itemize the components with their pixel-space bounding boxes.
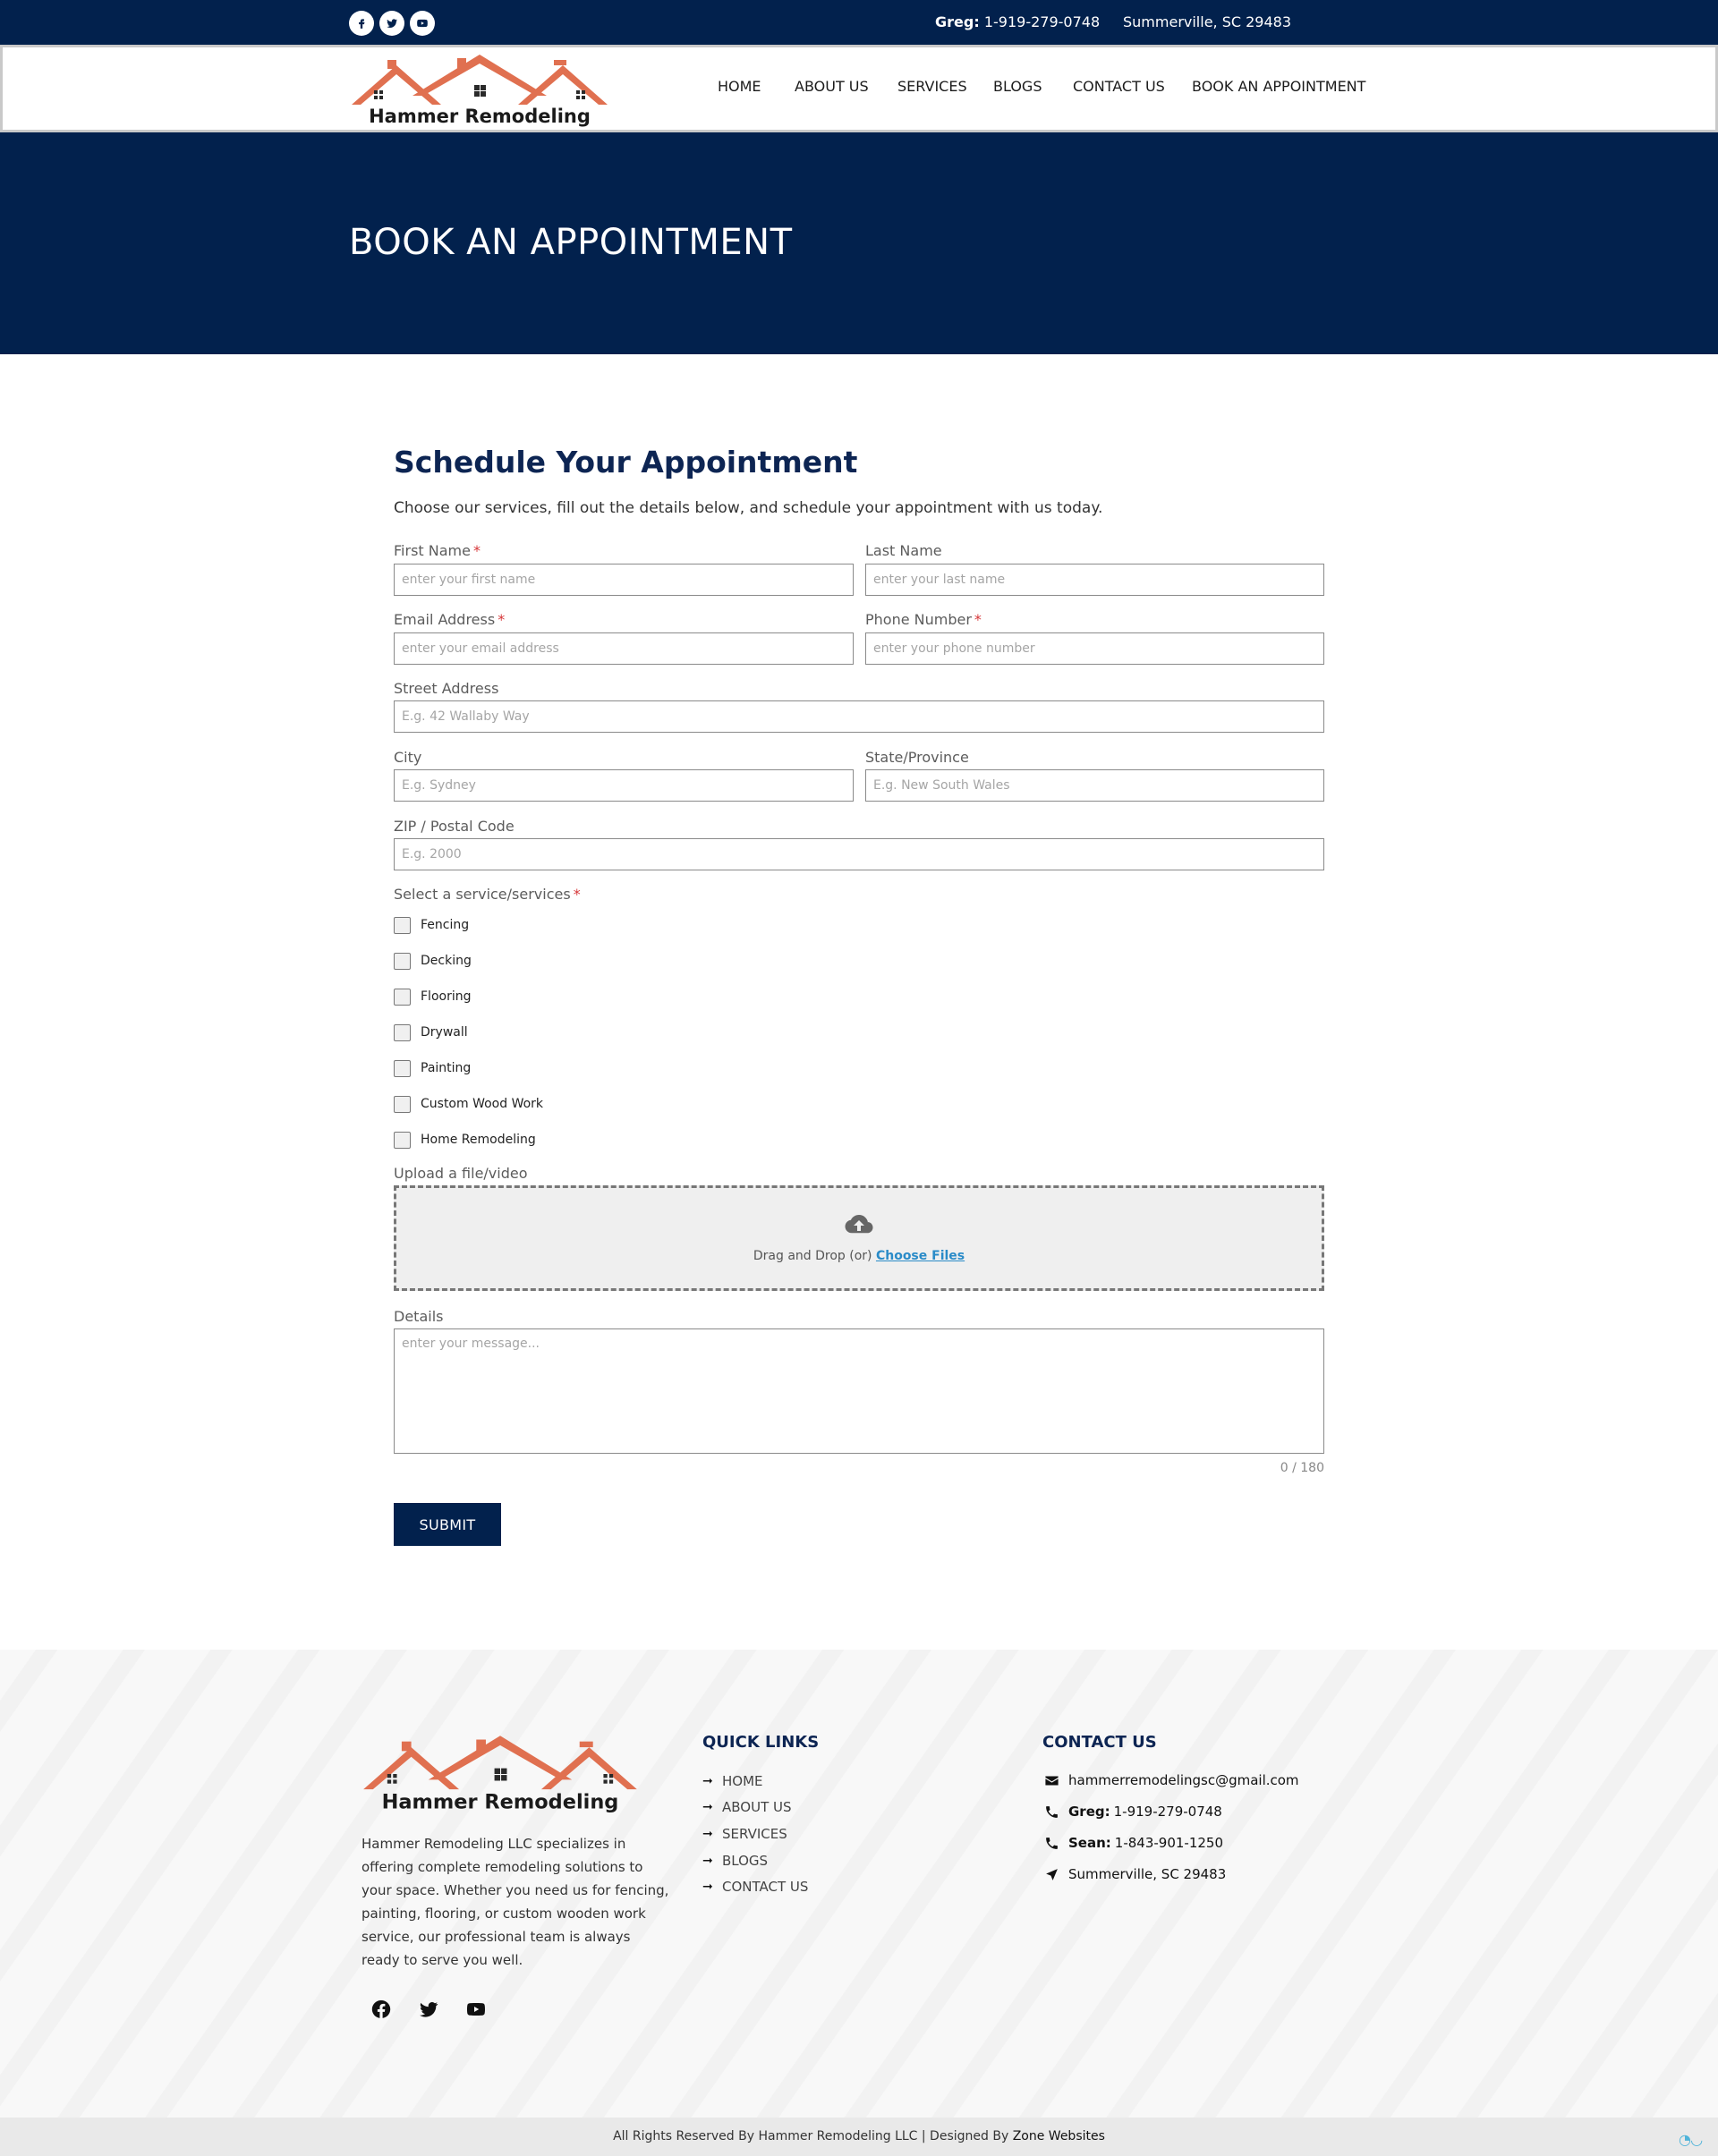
state-label: State/Province — [865, 749, 969, 766]
youtube-icon[interactable] — [465, 1999, 492, 2025]
details-textarea[interactable]: enter your message... — [394, 1328, 1324, 1454]
zip-label: ZIP / Postal Code — [394, 818, 515, 835]
facebook-icon[interactable] — [349, 11, 374, 36]
phone-input[interactable] — [865, 632, 1324, 665]
email-label: Email Address * — [394, 611, 506, 628]
last-name-label: Last Name — [865, 542, 942, 559]
service-option-painting[interactable]: Painting — [394, 1059, 471, 1077]
site-header — [0, 45, 1718, 132]
phone-label: Phone Number * — [865, 611, 982, 628]
nav-blogs[interactable]: BLOGS — [993, 78, 1042, 95]
location-arrow-icon — [1042, 1866, 1060, 1882]
footer-about-text: Hammer Remodeling LLC specializes in offering complete remodeling solutions to your space. Whether you need us for fencing, painting, flooring, or custom wooden work service, our professional team is always ready to serve you well. — [361, 1836, 669, 1968]
footer-logo[interactable] — [361, 1734, 639, 1814]
arrow-right-icon: ➞ — [702, 1774, 713, 1788]
city-input[interactable] — [394, 769, 854, 802]
logo-text: Hammer Remodeling — [369, 106, 591, 127]
footer-logo-text: Hammer Remodeling — [381, 1790, 619, 1814]
phone-icon — [1042, 1804, 1060, 1820]
chat-widget-icon[interactable]: ◔◡ — [1679, 2131, 1703, 2148]
service-option-decking[interactable]: Decking — [394, 952, 472, 970]
form-description: Choose our services, fill out the details below, and schedule your appointment with us today. — [394, 499, 1103, 517]
phone-icon — [1042, 1835, 1060, 1851]
checkbox[interactable] — [394, 989, 411, 1006]
service-option-custom-wood-work[interactable]: Custom Wood Work — [394, 1095, 543, 1113]
character-counter: 0 / 180 — [1280, 1461, 1324, 1475]
last-name-input[interactable] — [865, 564, 1324, 596]
upload-instructions: Drag and Drop (or) Choose Files — [753, 1249, 965, 1263]
submit-button[interactable]: SUBMIT — [394, 1503, 501, 1546]
service-option-drywall[interactable]: Drywall — [394, 1023, 468, 1041]
footer-contact-title: CONTACT US — [1042, 1733, 1157, 1752]
envelope-icon — [1042, 1772, 1060, 1788]
cloud-upload-icon — [845, 1213, 873, 1236]
top-social-links — [349, 11, 435, 36]
nav-about-us[interactable]: ABOUT US — [795, 78, 869, 95]
service-option-flooring[interactable]: Flooring — [394, 988, 471, 1006]
copyright-text: All Rights Reserved By Hammer Remodeling LLC | Designed By Zone Websites — [613, 2129, 1105, 2143]
copyright-bar — [0, 2118, 1718, 2156]
upload-label: Upload a file/video — [394, 1165, 528, 1182]
top-bar — [0, 0, 1718, 45]
street-label: Street Address — [394, 680, 499, 697]
quick-links-title: QUICK LINKS — [702, 1733, 820, 1752]
footer-link-blogs[interactable]: ➞ BLOGS — [702, 1853, 769, 1869]
footer-link-home[interactable]: ➞ HOME — [702, 1773, 763, 1789]
email-input[interactable] — [394, 632, 854, 665]
first-name-label: First Name * — [394, 542, 481, 559]
facebook-icon[interactable] — [370, 1999, 397, 2025]
file-upload-dropzone[interactable] — [394, 1185, 1324, 1291]
top-phone-label: Greg: — [935, 13, 980, 30]
top-address: Summerville, SC 29483 — [1123, 13, 1292, 30]
checkbox[interactable] — [394, 953, 411, 970]
designer-link[interactable]: Zone Websites — [1012, 2129, 1105, 2143]
city-label: City — [394, 749, 422, 766]
footer-phone-sean[interactable]: Sean: 1-843-901-1250 — [1042, 1835, 1223, 1851]
checkbox[interactable] — [394, 1024, 411, 1041]
footer-address: Summerville, SC 29483 — [1042, 1866, 1226, 1882]
footer-link-services[interactable]: ➞ SERVICES — [702, 1826, 787, 1842]
top-phone[interactable] — [935, 13, 1100, 30]
nav-contact-us[interactable]: CONTACT US — [1073, 78, 1165, 95]
details-label: Details — [394, 1308, 444, 1325]
arrow-right-icon: ➞ — [702, 1827, 713, 1841]
footer-link-about-us[interactable]: ➞ ABOUT US — [702, 1799, 792, 1815]
arrow-right-icon: ➞ — [702, 1800, 713, 1814]
footer-link-contact-us[interactable]: ➞ CONTACT US — [702, 1879, 809, 1895]
nav-services[interactable]: SERVICES — [897, 78, 967, 95]
service-option-home-remodeling[interactable]: Home Remodeling — [394, 1131, 536, 1149]
footer-phone-greg[interactable]: Greg: 1-919-279-0748 — [1042, 1804, 1222, 1820]
twitter-icon[interactable] — [379, 11, 404, 36]
choose-files-link[interactable]: Choose Files — [875, 1249, 965, 1263]
first-name-input[interactable] — [394, 564, 854, 596]
form-title: Schedule Your Appointment — [394, 445, 858, 480]
checkbox[interactable] — [394, 1060, 411, 1077]
page-title: BOOK AN APPOINTMENT — [349, 222, 793, 263]
nav-book-appointment[interactable]: BOOK AN APPOINTMENT — [1192, 78, 1366, 95]
street-input[interactable] — [394, 700, 1324, 733]
footer-email[interactable]: hammerremodelingsc@gmail.com — [1042, 1772, 1299, 1788]
arrow-right-icon: ➞ — [702, 1854, 713, 1868]
top-phone-number: 1-919-279-0748 — [983, 13, 1101, 30]
state-input[interactable] — [865, 769, 1324, 802]
logo[interactable] — [350, 53, 609, 128]
services-label: Select a service/services * — [394, 886, 581, 903]
youtube-icon[interactable] — [410, 11, 435, 36]
zip-input[interactable] — [394, 838, 1324, 870]
checkbox[interactable] — [394, 917, 411, 934]
site-footer — [0, 1650, 1718, 2118]
twitter-icon[interactable] — [418, 1999, 445, 2025]
hero-banner — [0, 132, 1718, 354]
nav-home[interactable]: HOME — [718, 78, 761, 95]
service-option-fencing[interactable]: Fencing — [394, 916, 469, 934]
checkbox[interactable] — [394, 1132, 411, 1149]
checkbox[interactable] — [394, 1096, 411, 1113]
arrow-right-icon: ➞ — [702, 1880, 713, 1894]
